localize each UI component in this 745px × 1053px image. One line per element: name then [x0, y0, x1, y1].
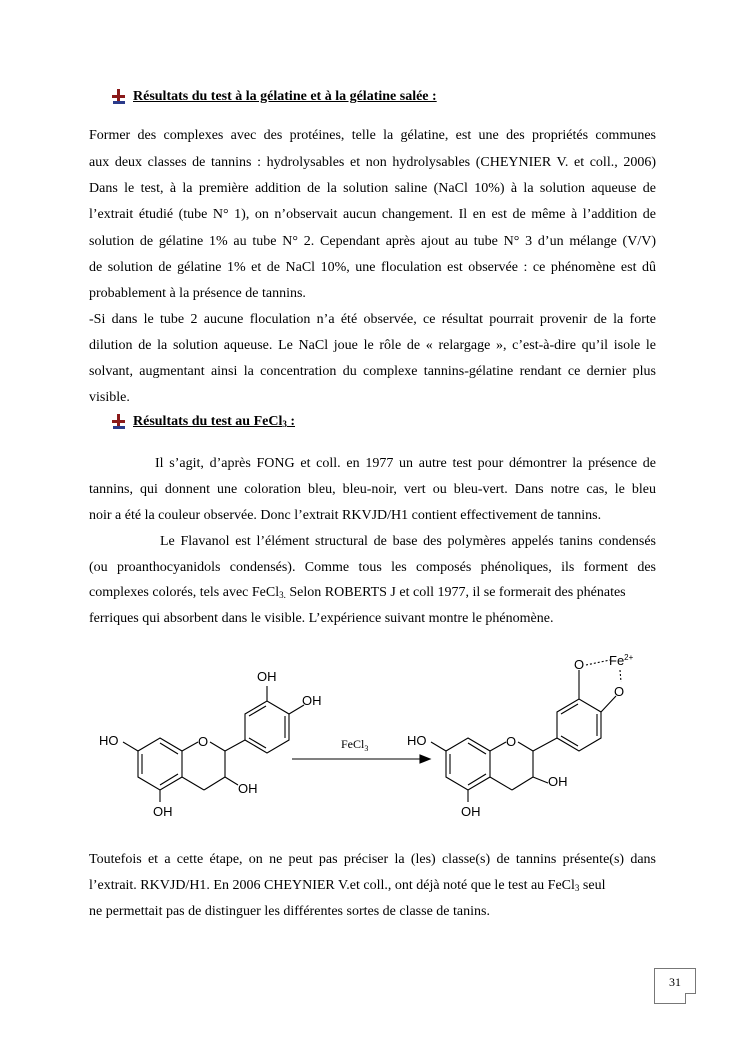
paragraph-line: Dans le test, à la première addition de la solution saline (NaCl 10%) à la solution aqueuse de — [89, 181, 656, 196]
paragraph-line: aux deux classes de tannins : hydrolysables et non hydrolysables (CHEYNIER V. et coll., 2006) — [89, 155, 656, 170]
paragraph-line: visible. — [89, 390, 130, 405]
paragraph-line: ferriques qui absorbent dans le visible. L’expérience suivant montre le phénomène. — [89, 611, 554, 626]
paragraph-line-fecl3: complexes colorés, tels avec FeCl$_{3.}$ Selon ROBERTS J et coll 1977, il se formerait des phénates — [89, 585, 626, 600]
label-ho: HO — [407, 733, 427, 748]
section-heading-gelatine: Résultats du test à la gélatine et à la gélatine salée : — [133, 89, 437, 104]
paragraph-line-fecl3: l’extrait. RKVJD/H1. En 2006 CHEYNIER V.et coll., ont déjà noté que le test au FeCl$_3$ seul — [89, 878, 606, 893]
label-oh: OH — [461, 804, 481, 819]
paragraph-line: probablement à la présence de tannins. — [89, 286, 306, 301]
section-heading-fecl3: Résultats du test au FeCl$_3$ : — [133, 414, 296, 429]
paragraph-line: -Si dans le tube 2 aucune floculation n’a été observée, ce résultat pourrait provenir de la forte — [89, 312, 656, 327]
reagent-label: FeCl$_3$ — [341, 737, 369, 753]
page-number: 31 — [654, 968, 696, 1004]
label-fe: $Fe^{2+}$ — [609, 653, 634, 668]
label-oh: OH — [302, 693, 322, 708]
paragraph-line: Le Flavanol est l’élément structural de base des polymères appelés tanins condensés — [160, 534, 656, 549]
paragraph-line: Toutefois et a cette étape, on ne peut pas préciser la (les) classe(s) de tannins présente(s) dans — [89, 852, 656, 867]
paragraph-line: Former des complexes avec des protéines, telle la gélatine, est une des propriétés communes — [89, 128, 656, 143]
label-oh: OH — [548, 774, 568, 789]
paragraph-line: tannins, qui donnent une coloration bleu, bleu-noir, vert ou bleu-vert. Dans notre cas, le bleu — [89, 482, 656, 497]
paragraph-line: de solution de gélatine 1% et de NaCl 10%, une floculation est observée : ce phénomène est dû — [89, 260, 656, 275]
label-ring-o: O — [198, 734, 209, 749]
paragraph-line: (ou proanthocyanidols condensés). Comme tous les composés phénoliques, ils forment des — [89, 560, 656, 575]
flavanol-fecl3-reaction-figure — [90, 650, 670, 830]
paragraph-line: l’extrait étudié (tube N° 1), on n’observait aucun changement. Il en est de même à l’addition de — [89, 207, 656, 222]
label-o: O — [614, 684, 625, 699]
paragraph-line: noir a été la couleur observée. Donc l’extrait RKVJD/H1 contient effectivement de tannins. — [89, 508, 602, 523]
paragraph-line: solution de gélatine 1% au tube N° 2. Cependant après ajout au tube N° 3 d’un mélange (V/V) — [89, 234, 656, 249]
reaction-scheme — [90, 650, 670, 830]
label-ho: HO — [99, 733, 119, 748]
paragraph-line: dilution de la solution aqueuse. Le NaCl joue le rôle de « relargage », c’est-à-dire qu’il isole le — [89, 338, 656, 353]
paragraph-line: Il s’agit, d’après FONG et coll. en 1977 un autre test pour démontrer la présence de — [155, 456, 656, 471]
label-o: O — [574, 657, 585, 672]
paragraph-line: ne permettait pas de distinguer les différentes sortes de classe de tanins. — [89, 904, 490, 919]
label-oh: OH — [257, 669, 277, 684]
label-oh: OH — [153, 804, 173, 819]
label-ring-o: O — [506, 734, 517, 749]
paragraph-line: solvant, augmentant ainsi la concentration du complexe tannins-gélatine rendant ce dernier plus — [89, 364, 656, 379]
label-oh: OH — [238, 781, 258, 796]
